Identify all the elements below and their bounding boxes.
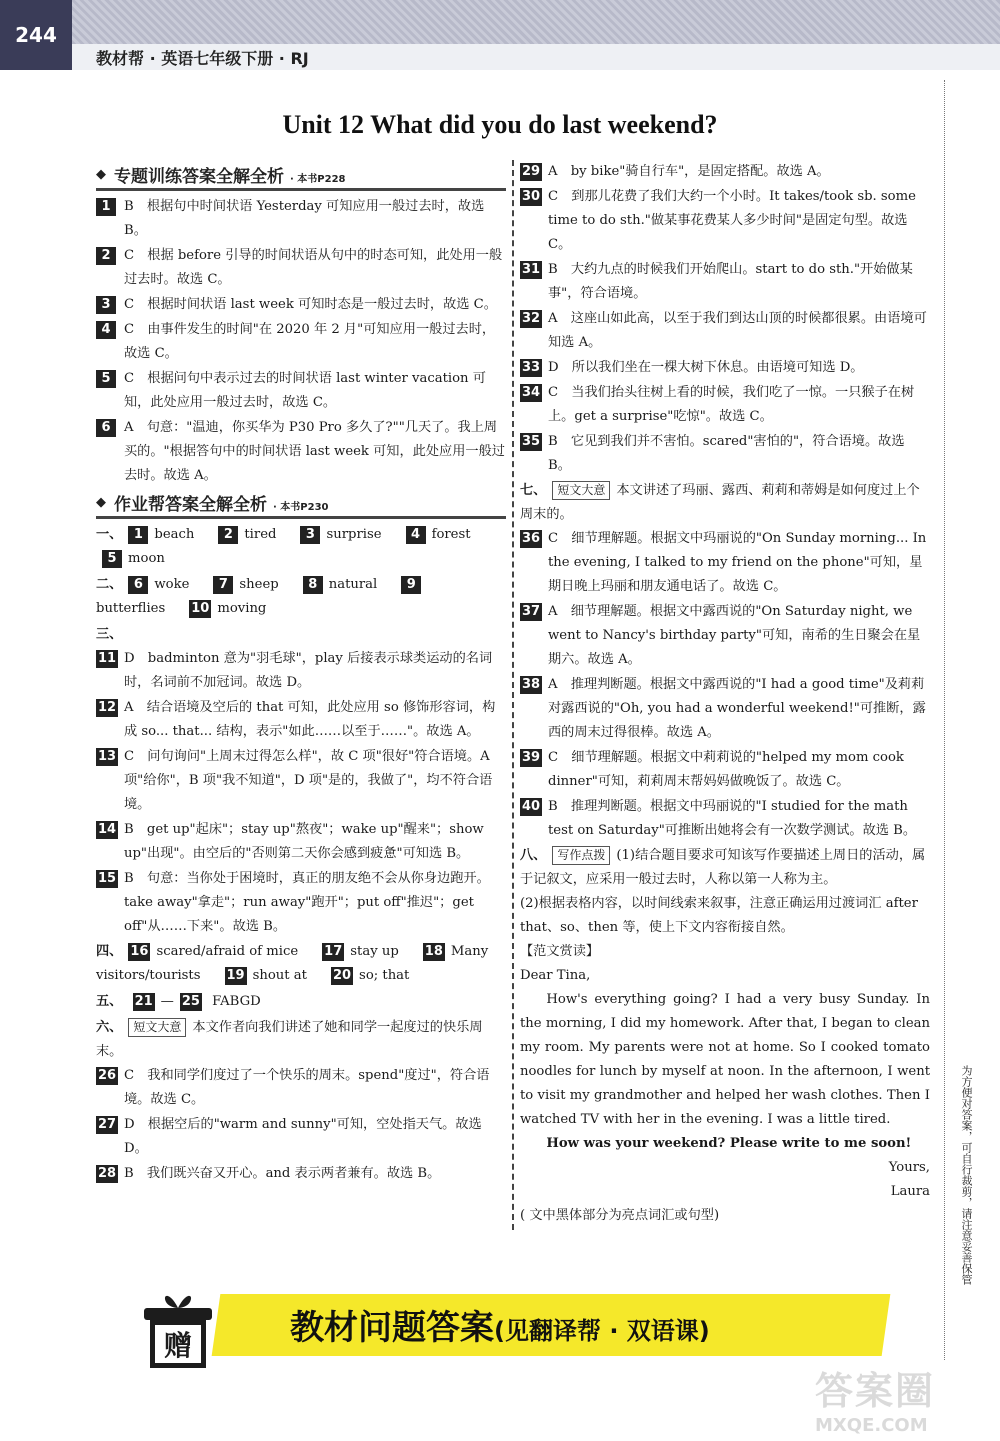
- question-number: 35: [522, 434, 541, 449]
- letter-note: ( 文中黑体部分为亮点词汇或句型): [520, 1208, 720, 1223]
- answer-explanation: C 问句询问"上周末过得怎么样"，故 C 项"很好"符合语境。A 项"给你"，B 项"我不知道"，D 项"是的，我做了"，均不符合语境。: [124, 749, 493, 812]
- question-number: 10: [191, 600, 210, 616]
- part5-answers: [96, 990, 506, 1014]
- part6-answers: [96, 1016, 506, 1186]
- answer-text: FABGD: [212, 994, 261, 1009]
- gift-char: 赠: [150, 1320, 206, 1368]
- answer-word: shout at: [252, 968, 307, 983]
- question-number: 34: [522, 385, 541, 400]
- question-number: 15: [98, 871, 117, 886]
- question-number: 12: [98, 700, 117, 715]
- answer-explanation: B 大约九点的时候我们开始爬山。start to do sth."开始做某事"，符合语境。: [548, 262, 913, 301]
- answer-item: [520, 600, 930, 672]
- part-label: 八、: [520, 848, 547, 863]
- answer-item: [96, 818, 506, 866]
- question-number: 2: [218, 526, 238, 544]
- question-number: 4: [406, 526, 426, 544]
- answer-explanation: C 根据问句中表示过去的时间状语 last winter vacation 可知，此处应用一般过去时，故选 C。: [124, 371, 486, 410]
- answer-explanation: B get up"起床"；stay up"熬夜"；wake up"醒来"；show up"出现"。由空后的"否则第二天你会感到疲惫"可知选 B。: [124, 822, 484, 861]
- gift-bow-icon: [160, 1290, 196, 1308]
- unit-title: Unit 12 What did you do last weekend?: [282, 110, 718, 139]
- part-label: 三、: [96, 627, 123, 642]
- question-number: 29: [522, 164, 541, 179]
- answer-item: [520, 527, 930, 599]
- answer-explanation: A 这座山如此高，以至于我们到达山顶的时候都很累。由语境可知选 A。: [548, 311, 927, 350]
- answer-item: [96, 696, 506, 744]
- question-number: 6: [96, 419, 116, 437]
- gift-banner: [140, 1290, 900, 1370]
- question-number: 18: [424, 943, 443, 959]
- answer-item: [96, 867, 506, 939]
- question-number: 13: [98, 749, 117, 764]
- part8-writing: [520, 844, 930, 1228]
- part-label: 五、: [96, 994, 123, 1009]
- answer-word: natural: [328, 577, 378, 592]
- question-number: 36: [522, 531, 541, 546]
- answer-explanation: C 到那儿花费了我们大约一个小时。It takes/took sb. some time to do sth."做某事花费某人多少时间"是固定句型。故选 C。: [548, 189, 916, 252]
- answer-item: [96, 1162, 506, 1186]
- watermark-logo: 答案圈: [815, 1369, 936, 1413]
- answer-word: scared/afraid of mice: [156, 944, 299, 959]
- question-number: 11: [98, 651, 117, 666]
- answer-word: stay up: [350, 944, 399, 959]
- part4-answers: [96, 940, 506, 988]
- question-number: 32: [522, 311, 541, 326]
- writing-tip-2: (2)根据表格内容，以时间线索来叙事，注意正确运用过渡词汇 after that、so、then 等，使上下文内容衔接自然。: [520, 896, 918, 935]
- cut-line: [944, 80, 945, 1360]
- answer-explanation: D 所以我们坐在一棵大树下休息。由语境可知选 D。: [548, 360, 864, 375]
- answer-explanation: B 它见到我们并不害怕。scared"害怕的"，符合语境。故选 B。: [548, 434, 905, 473]
- question-number: 1: [96, 198, 116, 216]
- gift-icon: [140, 1290, 216, 1370]
- question-number: 31: [522, 262, 541, 277]
- answer-word: beach: [154, 527, 195, 542]
- answer-explanation: D badminton 意为"羽毛球"，play 后接表示球类运动的名词时，名词前不加冠词。故选 D。: [124, 651, 493, 690]
- answer-item: [96, 367, 506, 415]
- section-title: 作业帮答案全解全析: [114, 495, 267, 515]
- part-label: 六、: [96, 1020, 123, 1035]
- answer-item: [96, 647, 506, 695]
- page-header: [0, 0, 1000, 70]
- sample-letter: [520, 964, 930, 1228]
- answer-item: [96, 293, 506, 317]
- answer-item: [520, 356, 930, 380]
- answer-explanation: C 细节理解题。根据文中玛丽说的"On Sunday morning... In the evening, I talked to my friend on the phone"可知，星期日晚上玛丽和朋友通电话了。故选 C。: [548, 531, 927, 594]
- answer-explanation: B 推理判断题。根据文中玛丽说的"I studied for the math test on Saturday"可推断出她将会有一次数学测试。故选 B。: [548, 799, 917, 838]
- answer-explanation: B 句意：当你处于困境时，真正的朋友绝不会从你身边跑开。take away"拿走"；run away"跑开"；put off"推迟"；get off"从……下来"。故选 B。: [124, 871, 490, 934]
- question-number: 6: [128, 576, 148, 594]
- question-number: 20: [332, 967, 352, 983]
- book-title: 教材帮 · 英语七年级下册 · RJ: [96, 49, 309, 68]
- question-number: 9: [401, 576, 421, 594]
- answer-explanation: B 根据句中时间状语 Yesterday 可知应用一般过去时，故选 B。: [124, 199, 485, 238]
- passage-summary: 本文讲述了玛丽、露西、莉莉和蒂姆是如何度过上个周末的。: [520, 483, 920, 522]
- section-title: 专题训练答案全解全析: [114, 167, 284, 187]
- question-number: 17: [324, 943, 343, 959]
- summary-tag: 短文大意: [552, 481, 610, 500]
- letter-yours: Yours,: [888, 1160, 930, 1175]
- question-number: 39: [522, 750, 541, 765]
- part-label: 七、: [520, 483, 547, 498]
- answer-word: moving: [217, 601, 267, 616]
- answer-item: [520, 430, 930, 478]
- question-number: 16: [130, 943, 149, 959]
- part-label: 一、: [96, 527, 123, 542]
- question-number: 3: [96, 296, 116, 314]
- answer-word: sheep: [239, 577, 279, 592]
- answer-word: surprise: [326, 527, 382, 542]
- answer-explanation: B 我们既兴奋又开心。and 表示两者兼有。故选 B。: [124, 1166, 441, 1181]
- question-number: 5: [96, 370, 116, 388]
- answer-explanation: C 我和同学们度过了一个快乐的周末。spend"度过"，符合语境。故选 C。: [124, 1068, 490, 1107]
- question-number: 33: [522, 360, 541, 375]
- page-number: 244: [0, 0, 72, 70]
- question-number: 40: [522, 799, 541, 814]
- answer-explanation: C 当我们抬头往树上看的时候，我们吃了一惊。一只猴子在树上。get a surprise"吃惊"。故选 C。: [548, 385, 915, 424]
- answer-item: [96, 195, 506, 243]
- answer-item: [96, 1064, 506, 1112]
- answer-word: forest: [431, 527, 471, 542]
- answer-explanation: C 根据 before 引导的时间状语从句中的时态可知，此处用一般过去时。故选 C。: [124, 248, 503, 287]
- question-number: 30: [522, 189, 541, 204]
- answer-item: [96, 1113, 506, 1161]
- question-number: 21: [134, 993, 153, 1009]
- answer-explanation: A 细节理解题。根据文中露西说的"On Saturday night, we went to Nancy's birthday party"可知，南希的生日聚会在星期六。故选 A。: [548, 604, 921, 667]
- answer-item: [96, 745, 506, 817]
- section-ref: · 本书P230: [273, 502, 329, 513]
- diamond-icon: ◆: [96, 495, 106, 510]
- part3-answers: [96, 623, 506, 939]
- part-label: 二、: [96, 577, 123, 592]
- question-number: 38: [522, 677, 541, 692]
- answer-explanation: C 细节理解题。根据文中莉莉说的"helped my mom cook dinner"可知，莉莉周末帮妈妈做晚饭了。故选 C。: [548, 750, 904, 789]
- question-number: 2: [96, 247, 116, 265]
- letter-greeting: Dear Tina,: [520, 968, 591, 983]
- side-note: 为方便对答案，可自行裁剪，请注意妥善保管: [960, 1065, 973, 1285]
- banner-title: [290, 1300, 710, 1349]
- answer-item: [520, 795, 930, 843]
- answer-item: [520, 381, 930, 429]
- section-ref: · 本书P228: [290, 174, 346, 185]
- answer-item: [520, 258, 930, 306]
- question-number: 8: [303, 576, 323, 594]
- answer-explanation: A 句意："温迪，你买华为 P30 Pro 多久了?""几天了。我上周买的。"根据答句中的时间状语 last week 可知，此处应用一般过去时。故选 A。: [124, 420, 505, 483]
- part-label: 四、: [96, 944, 123, 959]
- gift-lid: [144, 1308, 212, 1320]
- question-number: 27: [98, 1117, 117, 1132]
- right-column: [520, 160, 930, 1228]
- answer-item: [520, 185, 930, 257]
- answer-word: butterflies: [96, 601, 166, 616]
- question-number: 4: [96, 321, 116, 339]
- question-number: 28: [98, 1166, 117, 1181]
- left-column: [96, 160, 506, 1187]
- question-number: 5: [102, 550, 122, 568]
- question-number: 14: [98, 822, 117, 837]
- answer-item: [96, 244, 506, 292]
- diamond-icon: ◆: [96, 167, 106, 182]
- question-number: 25: [181, 993, 200, 1009]
- sample-tag: 【范文赏读】: [520, 944, 600, 959]
- section-header-special-training: [96, 162, 506, 191]
- range-dash: —: [160, 994, 174, 1009]
- part7-answers: [520, 479, 930, 843]
- part1-answers: [96, 523, 506, 571]
- answer-item: [96, 416, 506, 488]
- banner-main: 教材问题答案: [290, 1308, 494, 1348]
- answer-explanation: C 根据时间状语 last week 可知时态是一般过去时，故选 C。: [124, 297, 497, 312]
- letter-closing-line: How was your weekend? Please write to me soon!: [546, 1136, 912, 1151]
- question-number: 26: [98, 1068, 117, 1083]
- summary-tag: 短文大意: [128, 1018, 186, 1037]
- answer-word: tired: [244, 527, 277, 542]
- question-number: 37: [522, 604, 541, 619]
- answer-item: [520, 746, 930, 794]
- watermark-url: MXQE.COM: [815, 1415, 928, 1436]
- answer-explanation: D 根据空后的"warm and sunny"可知，空处指天气。故选 D。: [124, 1117, 482, 1156]
- answer-explanation: C 由事件发生的时间"在 2020 年 2 月"可知应用一般过去时，故选 C。: [124, 322, 496, 361]
- question-number: 3: [300, 526, 320, 544]
- answer-item: [520, 673, 930, 745]
- answer-word: moon: [128, 551, 165, 566]
- letter-body: How's everything going? I had a very busy Sunday. In the morning, I did my homework. After that, I began to clean my room. My parents were not at home. So I cooked tomato noodles for lunch by myself at noon. In the afternoon, I went to visit my grandmother and helped her wash clothes. Then I watched TV with her in the evening. I was a little tired.: [520, 992, 930, 1127]
- writing-tip-tag: 写作点拨: [552, 846, 610, 865]
- answer-explanation: A by bike"骑自行车"，是固定搭配。故选 A。: [548, 164, 830, 179]
- answer-item: [520, 307, 930, 355]
- banner-sub: (见翻译帮 · 双语课): [494, 1317, 710, 1345]
- answer-word: woke: [154, 577, 190, 592]
- question-number: 7: [213, 576, 233, 594]
- answer-word: so; that: [359, 968, 410, 983]
- answer-explanation: A 结合语境及空后的 that 可知，此处应用 so 修饰形容词，构成 so... that... 结构，表示"如此……以至于……"。故选 A。: [124, 700, 496, 739]
- letter-signature-name: Laura: [890, 1184, 930, 1199]
- answer-word: Many visitors/tourists: [96, 944, 489, 983]
- answer-explanation: A 推理判断题。根据文中露西说的"I had a good time"及莉莉对露西说的"Oh, you had a wonderful weekend!"可推断，露西的周末过得很棒。故选 A。: [548, 677, 926, 740]
- writing-tip-1: (1)结合题目要求可知该写作要描述上周日的活动，属于记叙文，应采用一般过去时，人称以第一人称为主。: [520, 848, 926, 887]
- watermark: [815, 1360, 985, 1436]
- question-number: 19: [226, 967, 245, 983]
- header-pattern: [0, 0, 1000, 44]
- section-header-homework: [96, 490, 506, 519]
- answer-item: [96, 318, 506, 366]
- column-divider: [512, 160, 514, 1230]
- answer-item: [520, 160, 930, 184]
- question-number: 1: [128, 526, 148, 544]
- passage-summary: 本文作者向我们讲述了她和同学一起度过的快乐周末。: [96, 1020, 483, 1059]
- part2-answers: [96, 573, 506, 621]
